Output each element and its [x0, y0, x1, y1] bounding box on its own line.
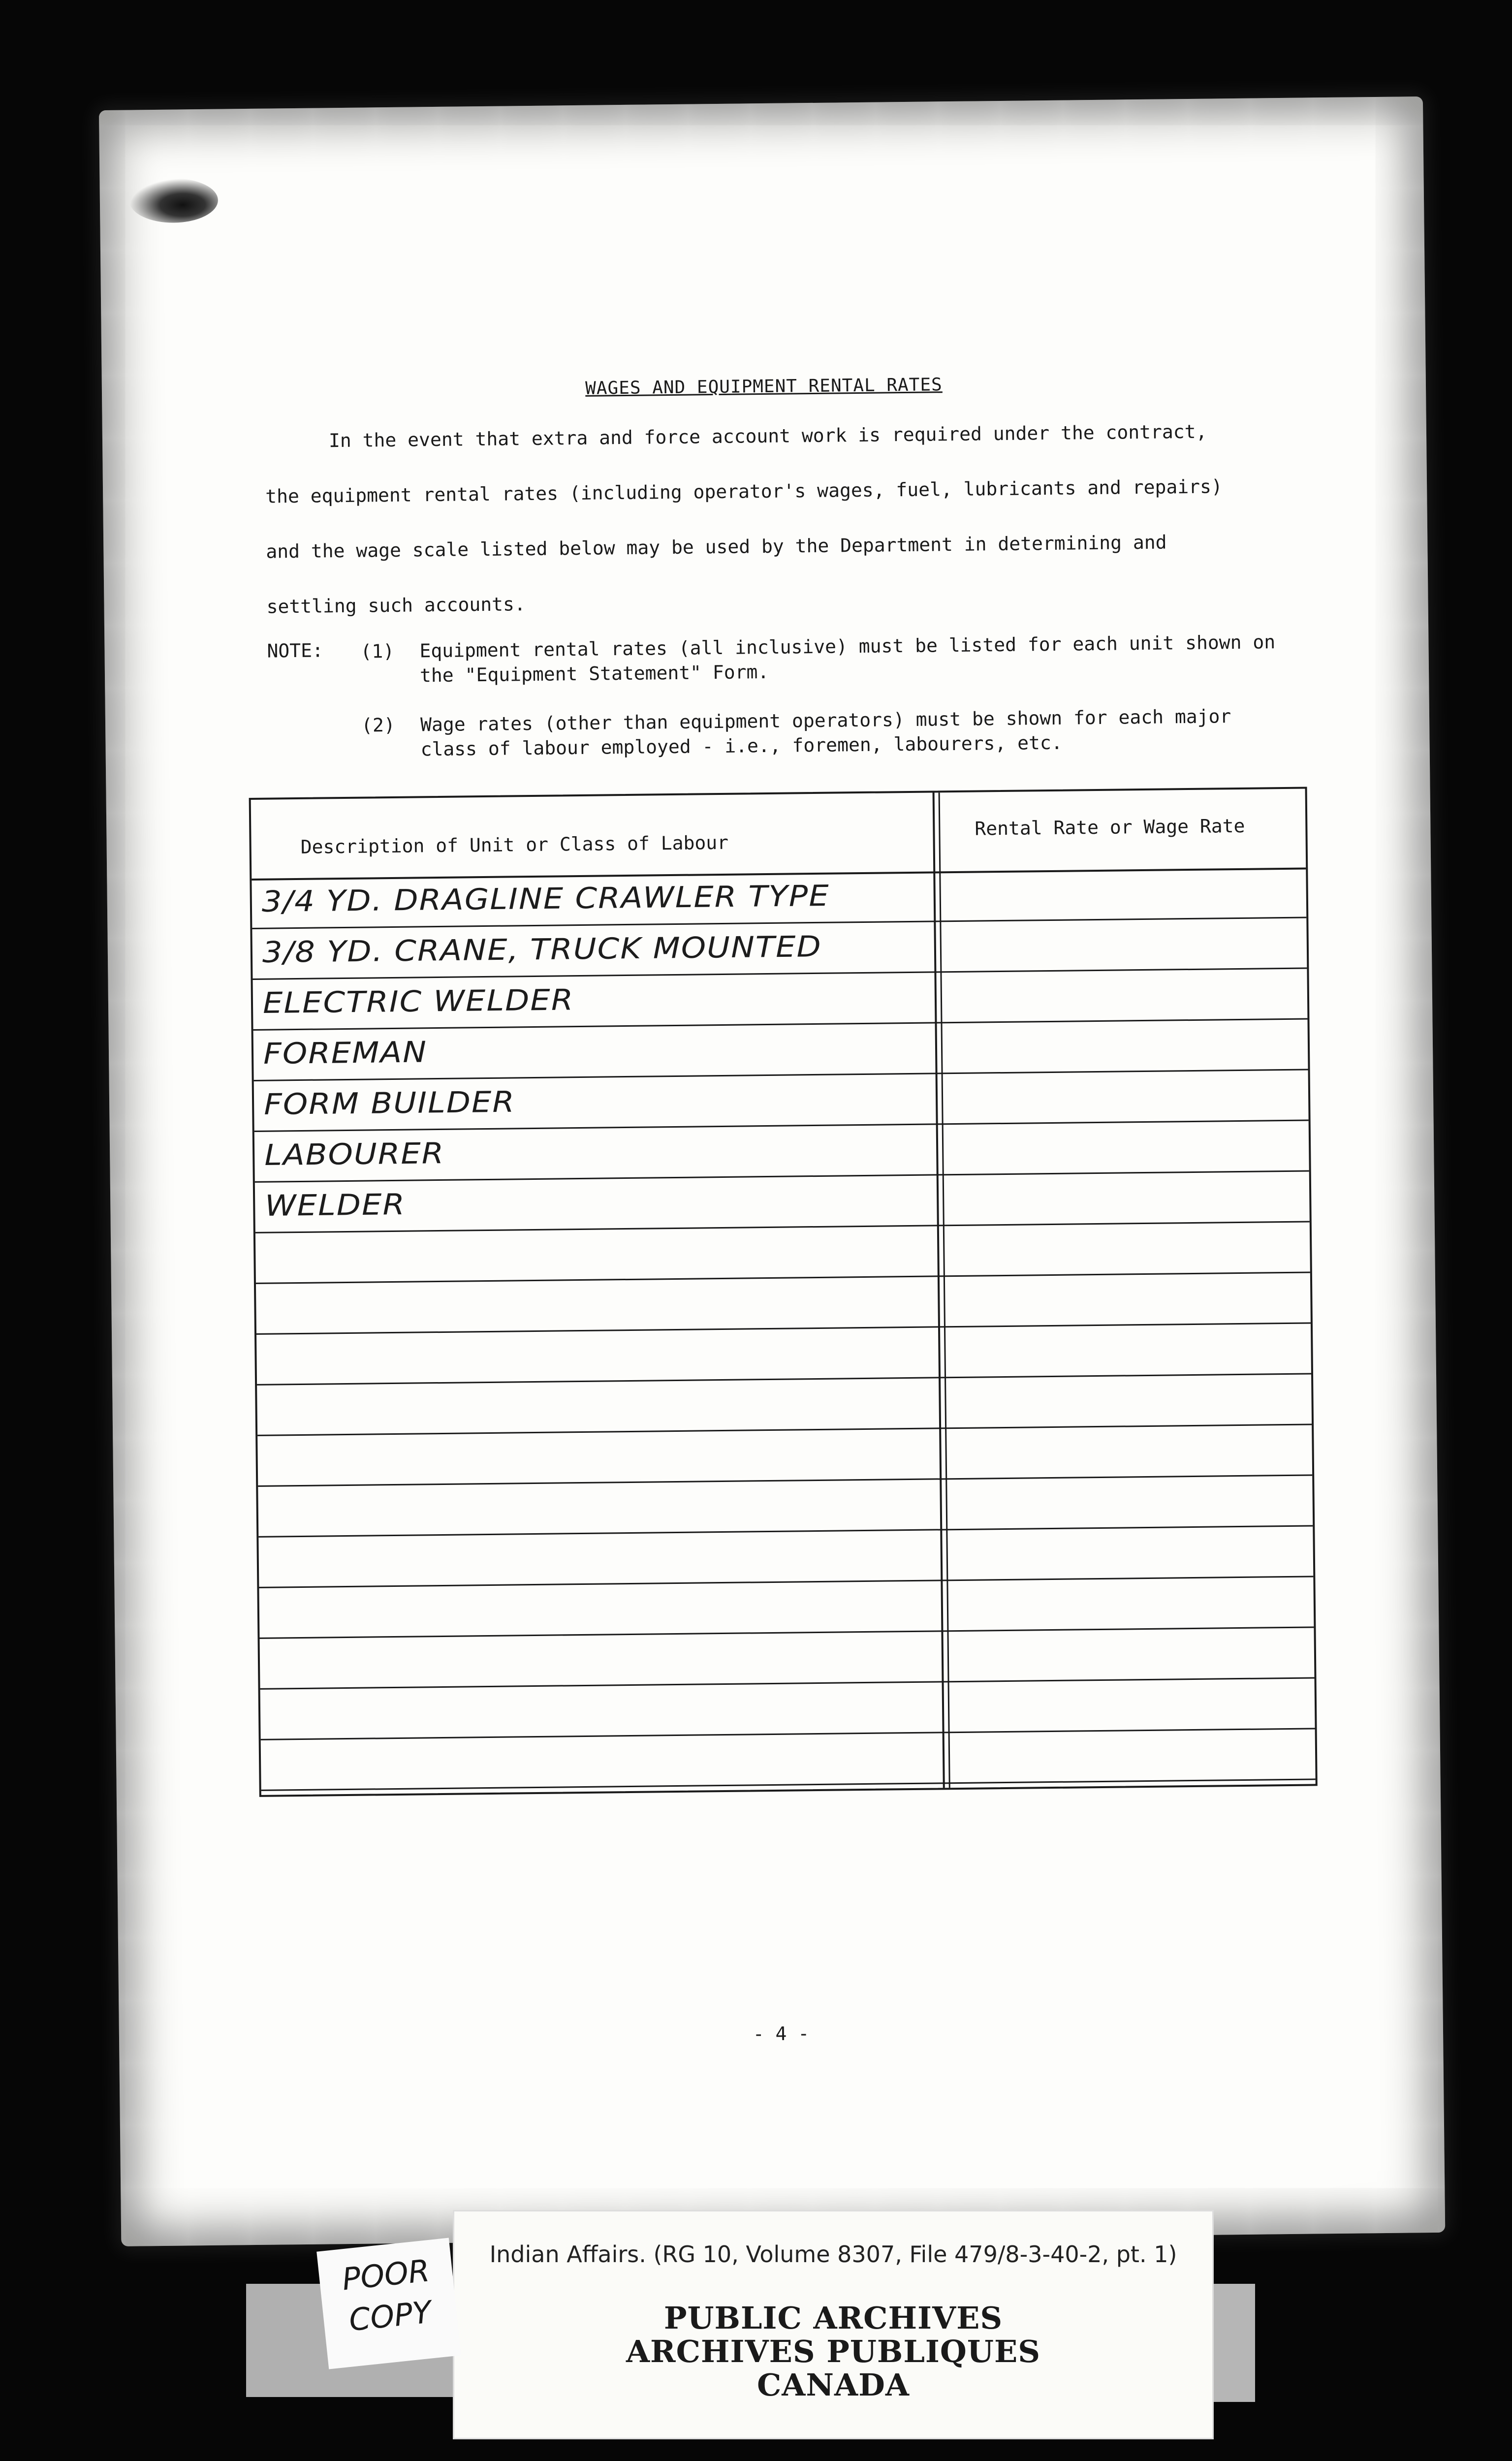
rates-table — [249, 787, 1318, 1797]
note-2-number: (2) — [361, 714, 395, 736]
row-description: FORM BUILDER — [263, 1085, 516, 1122]
header-rate: Rental Rate or Wage Rate — [975, 815, 1245, 840]
header-description: Description of Unit or Class of Labour — [300, 831, 729, 858]
table-row — [261, 1729, 1316, 1791]
archive-name-fr: ARCHIVES PUBLIQUES — [626, 2334, 1041, 2369]
intro-paragraph: In the event that extra and force account work is required under the contract, the equipment rental rates (including operator's wages, fuel, lubricants and repairs) and the wage scale listed below may be used by the Department in determining and settling such accounts. — [265, 420, 1223, 618]
archive-label — [453, 2210, 1214, 2439]
poor-copy-stamp — [316, 2238, 461, 2369]
document-page — [99, 96, 1445, 2246]
note-2-text: Wage rates (other than equipment operators) must be shown for each major class of labour employed - i.e., foremen, labourers, etc. — [420, 705, 1231, 760]
row-description: 3/8 YD. CRANE, TRUCK MOUNTED — [262, 930, 822, 970]
note-1-number: (1) — [360, 640, 395, 663]
note-2 — [361, 703, 1297, 767]
row-description: FOREMAN — [263, 1036, 428, 1071]
row-description: WELDER — [264, 1188, 406, 1223]
note-1-text: Equipment rental rates (all inclusive) must be listed for each unit shown on the "Equipment Statement" Form. — [419, 631, 1276, 687]
row-description: LABOURER — [264, 1136, 445, 1172]
row-description: ELECTRIC WELDER — [262, 983, 574, 1020]
stamp-line-1: POOR — [340, 2252, 432, 2298]
form-title: WAGES AND EQUIPMENT RENTAL RATES — [585, 375, 943, 399]
archive-name-en: PUBLIC ARCHIVES — [663, 2300, 1003, 2336]
archive-country: CANADA — [756, 2367, 910, 2403]
page-number: - 4 - — [753, 2022, 810, 2045]
stamp-line-2: COPY — [347, 2294, 433, 2338]
table-header — [251, 789, 1306, 881]
note-label: NOTE: — [267, 639, 324, 662]
archive-reference: Indian Affairs. (RG 10, Volume 8307, File 479/8-3-40-2, pt. 1) — [489, 2241, 1177, 2268]
row-description: 3/4 YD. DRAGLINE CRAWLER TYPE — [261, 879, 830, 919]
note-1 — [360, 630, 1296, 694]
ink-smudge — [129, 178, 218, 223]
